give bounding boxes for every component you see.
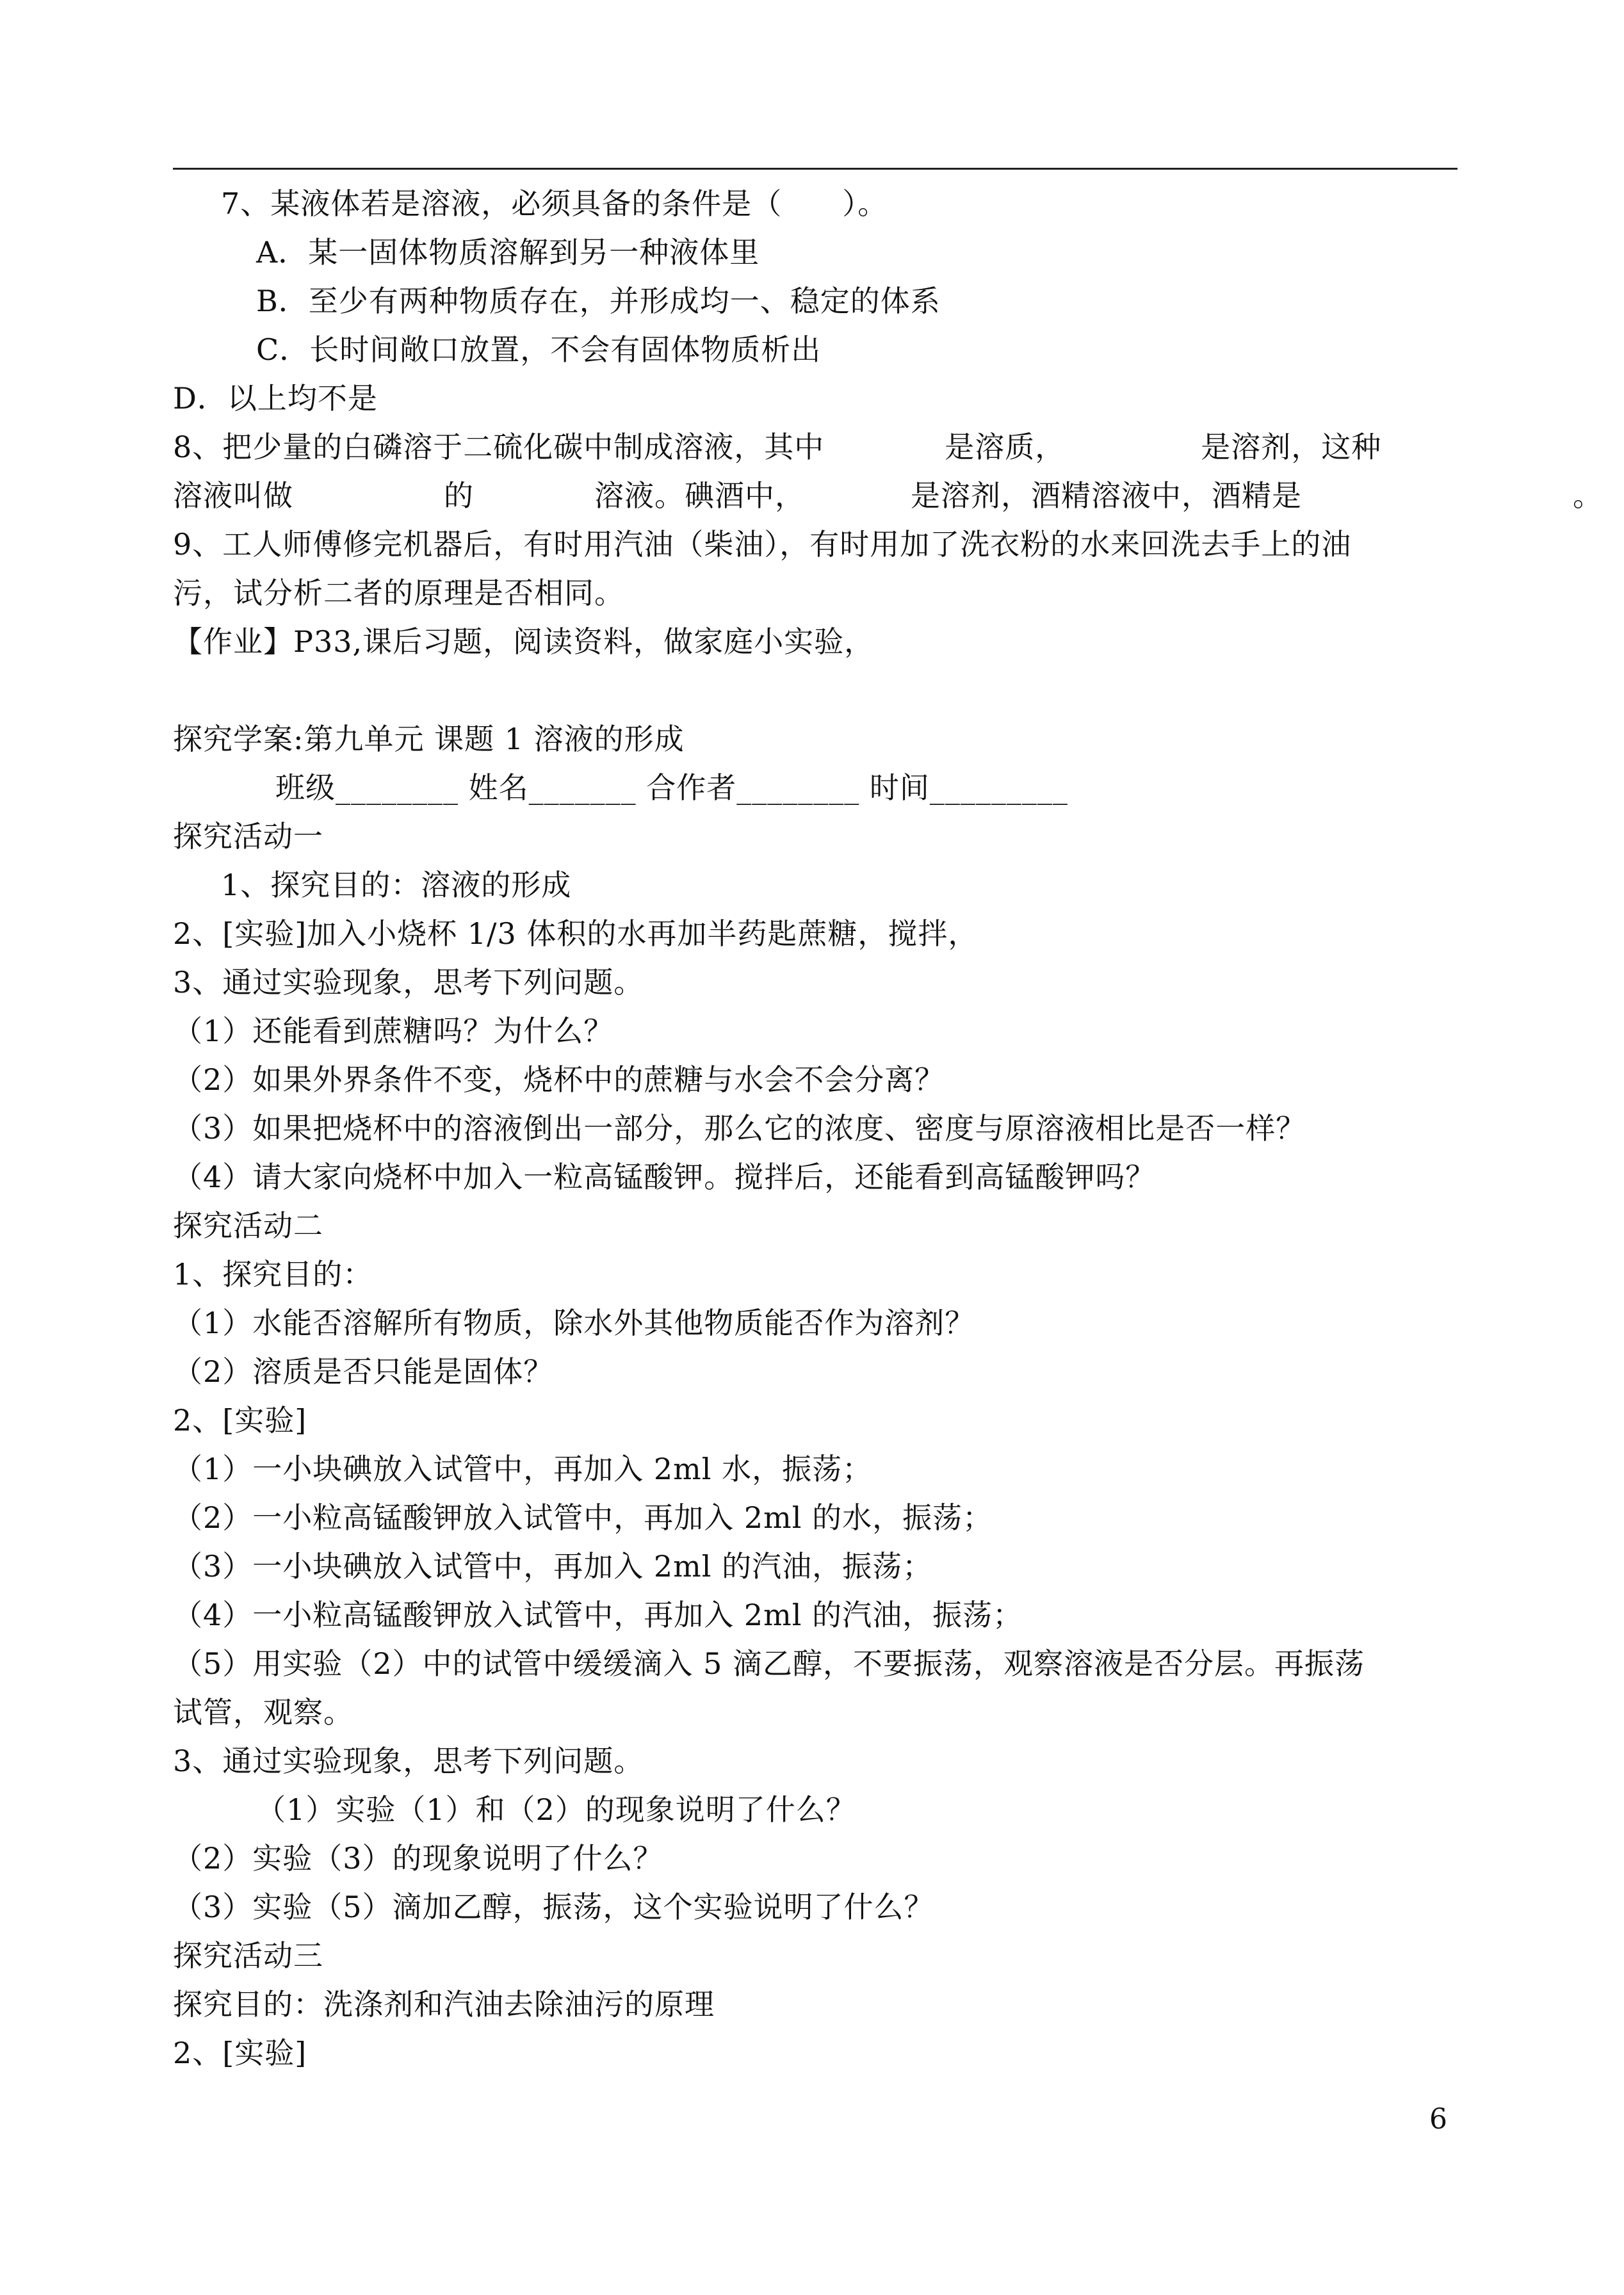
worksheet-title: 探究学案:第九单元 课题 1 溶液的形成 [173, 722, 685, 756]
q7-option-b: B．至少有两种物质存在，并形成均一、稳定的体系 [256, 284, 941, 318]
worksheet-fields: 班级________ 姓名_______ 合作者________ 时间_________ [275, 770, 1068, 805]
activity1-purpose: 1、探究目的：溶液的形成 [221, 868, 572, 902]
q9-line-1: 9、工人师傅修完机器后，有时用汽油（柴油），有时用加了洗衣粉的水来回洗去手上的油 [173, 527, 1352, 562]
activity1-heading: 探究活动一 [173, 819, 323, 854]
homework-line: 【作业】P33,课后习题，阅读资料，做家庭小实验， [173, 624, 875, 659]
activity2-step-5-continued: 试管，观察。 [173, 1695, 353, 1730]
activity1-question-1: （1）还能看到蔗糖吗？为什么？ [173, 1014, 614, 1048]
activity2-step-1: （1）一小块碘放入试管中，再加入 2ml 水，振荡； [173, 1452, 873, 1486]
activity2-question-2: （2）实验（3）的现象说明了什么？ [173, 1841, 663, 1876]
activity2-purpose-2: （2）溶质是否只能是固体？ [173, 1354, 554, 1389]
activity2-purpose-1: （1）水能否溶解所有物质，除水外其他物质能否作为溶剂？ [173, 1306, 975, 1340]
q7-option-d: D．以上均不是 [173, 381, 378, 416]
activity3-experiment-label: 2、[实验] [173, 2036, 307, 2070]
activity2-purpose-label: 1、探究目的： [173, 1257, 373, 1292]
activity2-step-3: （3）一小块碘放入试管中，再加入 2ml 的汽油，振荡； [173, 1549, 933, 1584]
q7-stem: 7、某液体若是溶液，必须具备的条件是（ ）。 [221, 186, 888, 221]
activity2-question-1: （1）实验（1）和（2）的现象说明了什么？ [256, 1792, 856, 1827]
q7-option-a: A．某一固体物质溶解到另一种液体里 [256, 235, 760, 270]
activity2-experiment-label: 2、[实验] [173, 1403, 307, 1438]
activity1-experiment: 2、[实验]加入小烧杯 1/3 体积的水再加半药匙蔗糖，搅拌， [173, 916, 978, 951]
activity1-question-2: （2）如果外界条件不变，烧杯中的蔗糖与水会不会分离？ [173, 1062, 945, 1097]
activity3-heading: 探究活动三 [173, 1938, 323, 1973]
activity2-think: 3、通过实验现象，思考下列问题。 [173, 1744, 644, 1778]
activity1-question-3: （3）如果把烧杯中的溶液倒出一部分，那么它的浓度、密度与原溶液相比是否一样？ [173, 1111, 1306, 1146]
page-number: 6 [1429, 2103, 1447, 2136]
activity2-step-2: （2）一小粒高锰酸钾放入试管中，再加入 2ml 的水，振荡； [173, 1500, 993, 1535]
q7-option-c: C．长时间敞口放置，不会有固体物质析出 [256, 332, 822, 367]
header-rule [173, 168, 1458, 170]
q8-line-1: 8、把少量的白磷溶于二硫化碳中制成溶液，其中 是溶质， 是溶剂，这种 [173, 430, 1382, 464]
activity2-step-4: （4）一小粒高锰酸钾放入试管中，再加入 2ml 的汽油，振荡； [173, 1598, 1023, 1632]
activity3-purpose: 探究目的：洗涤剂和汽油去除油污的原理 [173, 1987, 715, 2022]
q9-line-2: 污，试分析二者的原理是否相同。 [173, 576, 624, 610]
activity1-think: 3、通过实验现象，思考下列问题。 [173, 965, 644, 1000]
q8-line-2: 溶液叫做 的 溶液。碘酒中， 是溶剂，酒精溶液中，酒精是 。 [173, 478, 1603, 513]
activity1-question-4: （4）请大家向烧杯中加入一粒高锰酸钾。搅拌后，还能看到高锰酸钾吗？ [173, 1160, 1156, 1194]
activity2-heading: 探究活动二 [173, 1208, 323, 1243]
activity2-question-3: （3）实验（5）滴加乙醇，振荡，这个实验说明了什么？ [173, 1890, 934, 1924]
activity2-step-5: （5）用实验（2）中的试管中缓缓滴入 5 滴乙醇，不要振荡，观察溶液是否分层。再振荡 [173, 1646, 1365, 1681]
